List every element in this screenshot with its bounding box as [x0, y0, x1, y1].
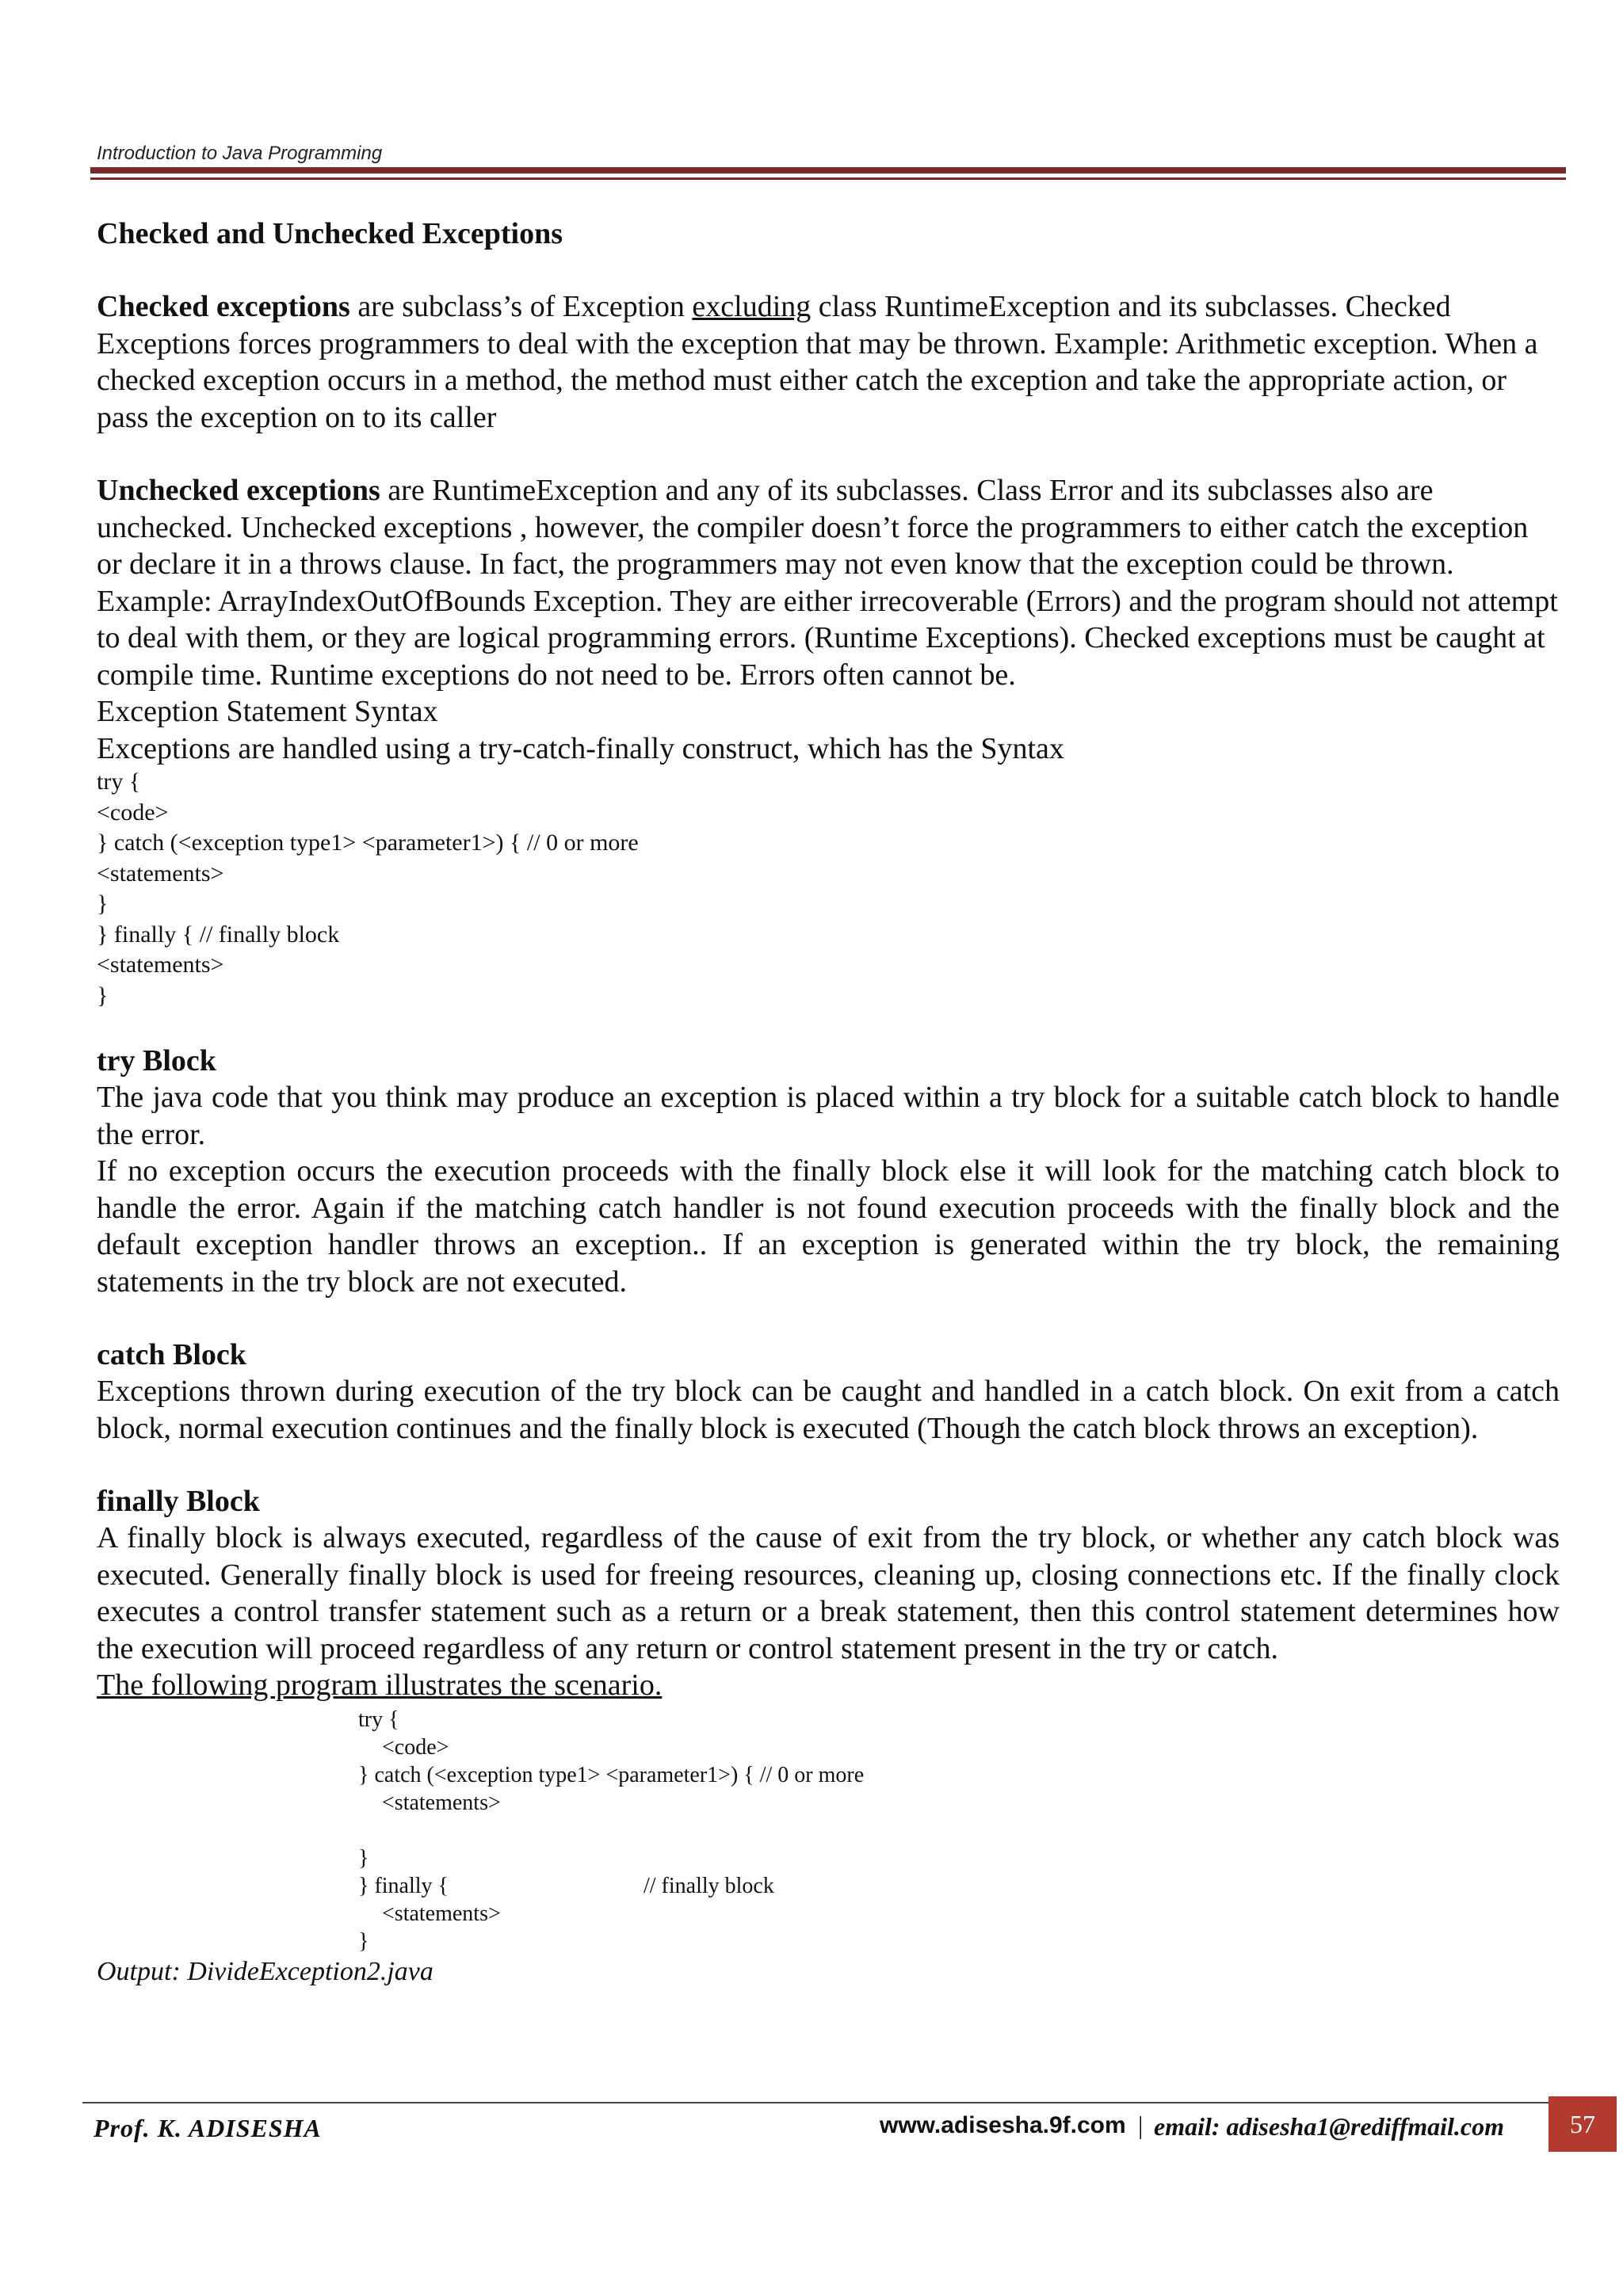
illustration-line [97, 1667, 1560, 1704]
code-line: } [97, 982, 109, 1009]
footer-rule [82, 2102, 1556, 2103]
code-line: } finally { [358, 1873, 449, 1898]
code-line: <statements> [382, 1790, 501, 1815]
page-number: 57 [1570, 2109, 1595, 2138]
code-line: } catch (<exception type1> <parameter1>) { // 0 or more [358, 1762, 865, 1787]
finally-block-title: finally Block [97, 1485, 260, 1518]
footer-website-link[interactable]: www.adisesha.9f.com [880, 2112, 1126, 2138]
header-rule-thin [90, 177, 1566, 180]
excluding-underlined: excluding [692, 290, 812, 323]
syntax-code-block [97, 767, 1560, 1011]
section-title: Checked and Unchecked Exceptions [97, 217, 563, 250]
catch-block-p1: Exceptions thrown during execution of the try block can be caught and handled in a catch block. On exit from a catch block, normal execution continues and the finally block is executed (Though the catch block throws an exception). [97, 1375, 1560, 1445]
code-line: try { [358, 1707, 399, 1732]
code-line: try { [97, 769, 141, 795]
code-line: <statements> [382, 1901, 501, 1926]
page-number-badge [1549, 2096, 1617, 2152]
footer-email-link[interactable]: email: adisesha1@rediffmail.com [1154, 2112, 1504, 2141]
syntax-intro: Exceptions are handled using a try-catch-finally construct, which has the Syntax [97, 731, 1064, 765]
try-block-title: try Block [97, 1044, 216, 1077]
try-block-p2: If no exception occurs the execution proceeds with the finally block else it will look for the matching catch block to handle the error. Again if the matching catch handler is not found execution proceeds with the finally block and the default exception handler throws an exception.. If an exception is generated within the try block, the remaining statements in the try block are not executed. [97, 1154, 1560, 1299]
code-line: } [358, 1845, 369, 1871]
header-rule [90, 167, 1566, 174]
code-line: } [358, 1928, 369, 1954]
running-header: Introduction to Java Programming [97, 143, 383, 164]
code-line: } [97, 891, 109, 917]
code-line: <statements> [97, 860, 224, 887]
code-comment: // finally block [643, 1873, 774, 1898]
checked-text-b: class RuntimeException and its subclasses. Checked Exceptions forces programmers to deal with the exception that may be thrown. Example: Arithmetic exception. When a checked exception occurs in a method, the method must either catch the exception and take the appropriate action, or pass the exception on to its caller [97, 290, 1538, 434]
footer-separator: | [1138, 2111, 1144, 2139]
footer-author: Prof. K. ADISESHA [94, 2114, 322, 2142]
unchecked-text: are RuntimeException and any of its subclasses. Class Error and its subclasses also are unchecked. Unchecked exceptions , however, the compiler doesn’t force the programmers to either catch the exception or declare it in a throws clause. In fact, the programmers may not even know that the exception could be thrown. Example: ArrayIndexOutOfBounds Exception. They are either irrecoverable (Errors) and the program should not attempt to deal with them, or they are logical programming errors. (Runtime Exceptions). Checked exceptions must be caught at compile time. Runtime exceptions do not need to be. Errors often cannot be. [97, 474, 1558, 692]
try-block-p1: The java code that you think may produce an exception is placed within a try block for a suitable catch block to handle the error. [97, 1081, 1560, 1151]
code-line: <code> [97, 799, 169, 826]
code-line: <code> [382, 1734, 449, 1760]
code-line: } catch (<exception type1> <parameter1>) { // 0 or more [97, 830, 639, 856]
checked-term: Checked exceptions [97, 290, 350, 323]
page-content [97, 215, 1560, 1989]
checked-exceptions-paragraph [97, 288, 1560, 436]
output-caption: Output: DivideException2.java [97, 1956, 433, 1986]
checked-text-a: are subclass’s of Exception [349, 290, 693, 323]
illustration-underlined: The following program illustrates the scenario. [97, 1669, 663, 1702]
finally-block-p1: A finally block is always executed, regardless of the cause of exit from the try block, or whether any catch block was executed. Generally finally block is used for freeing resources, cleaning up, closing connections etc. If the finally clock executes a control transfer statement such as a return or a break statement, then this control statement determines how the execution will proceed regardless of any return or control statement present in the try or catch. [97, 1521, 1560, 1665]
catch-block-title: catch Block [97, 1338, 246, 1371]
illustration-code-block [97, 1706, 1560, 1955]
code-line: } finally { // finally block [97, 921, 340, 948]
syntax-heading: Exception Statement Syntax [97, 695, 438, 728]
code-line: <statements> [97, 952, 224, 978]
unchecked-exceptions-paragraph [97, 472, 1560, 693]
unchecked-term: Unchecked exceptions [97, 474, 380, 507]
